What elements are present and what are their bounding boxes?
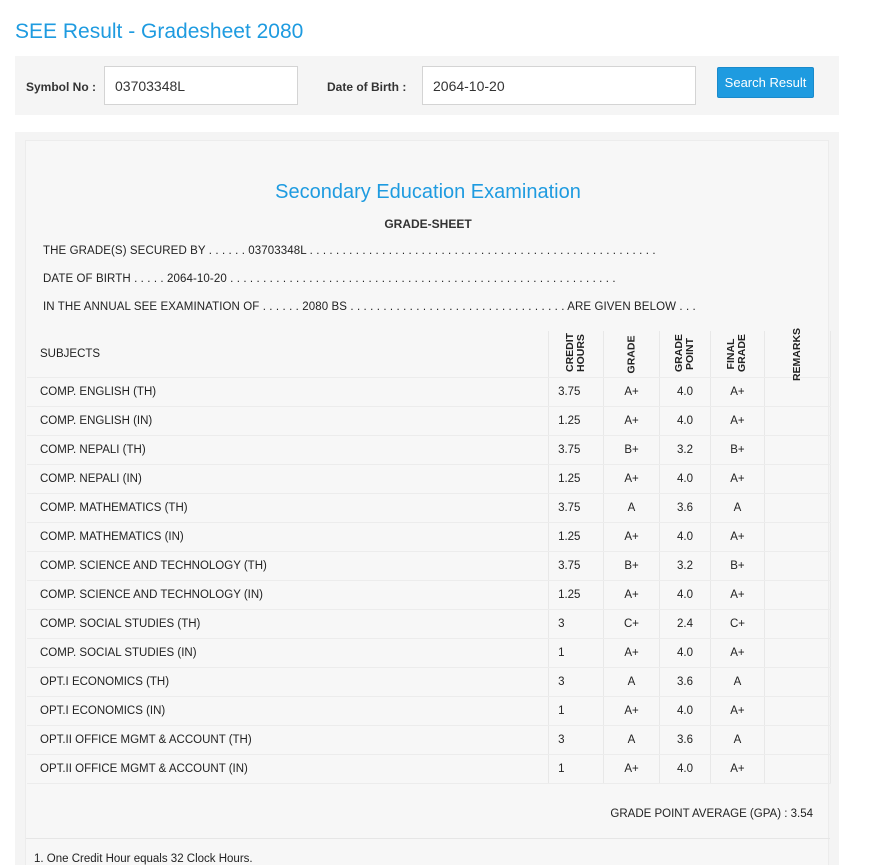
grade-point-cell: 4.0 <box>660 406 711 435</box>
credit-hours-cell: 1.25 <box>549 522 604 551</box>
grade-cell: A <box>604 725 660 754</box>
subject-cell: COMP. NEPALI (IN) <box>27 464 549 493</box>
header-grade-point: GRADE POINT <box>660 331 711 377</box>
final-grade-cell: A+ <box>710 406 764 435</box>
final-grade-cell: A+ <box>710 638 764 667</box>
grades-table <box>27 327 831 784</box>
table-row <box>27 493 831 522</box>
table-row <box>27 580 831 609</box>
subject-cell: COMP. SCIENCE AND TECHNOLOGY (IN) <box>27 580 549 609</box>
grade-cell: C+ <box>604 609 660 638</box>
credit-hours-cell: 1 <box>549 638 604 667</box>
final-grade-cell: A <box>710 493 764 522</box>
credit-hours-cell: 3 <box>549 609 604 638</box>
grade-point-cell: 3.6 <box>660 725 711 754</box>
credit-hours-cell: 3.75 <box>549 551 604 580</box>
result-panel <box>15 132 839 865</box>
table-row <box>27 435 831 464</box>
grade-point-cell: 4.0 <box>660 638 711 667</box>
remarks-cell <box>764 522 830 551</box>
grade-cell: B+ <box>604 551 660 580</box>
grade-cell: B+ <box>604 435 660 464</box>
grade-cell: A+ <box>604 580 660 609</box>
credit-hours-cell: 1.25 <box>549 406 604 435</box>
grade-cell: A <box>604 667 660 696</box>
grade-point-cell: 4.0 <box>660 522 711 551</box>
grade-point-cell: 4.0 <box>660 696 711 725</box>
table-row <box>27 464 831 493</box>
table-row <box>27 696 831 725</box>
final-grade-cell: A+ <box>710 580 764 609</box>
final-grade-cell: A <box>710 667 764 696</box>
header-subjects: SUBJECTS <box>27 331 549 377</box>
header-grade: GRADE <box>604 331 660 377</box>
subject-cell: OPT.I ECONOMICS (IN) <box>27 696 549 725</box>
subject-cell: OPT.II OFFICE MGMT & ACCOUNT (TH) <box>27 725 549 754</box>
grade-point-cell: 2.4 <box>660 609 711 638</box>
final-grade-cell: A+ <box>710 754 764 783</box>
table-row <box>27 725 831 754</box>
remarks-cell <box>764 435 830 464</box>
final-grade-cell: A+ <box>710 696 764 725</box>
grade-cell: A+ <box>604 696 660 725</box>
grade-cell: A+ <box>604 754 660 783</box>
grade-point-cell: 3.6 <box>660 667 711 696</box>
grade-cell: A <box>604 493 660 522</box>
grade-cell: A+ <box>604 406 660 435</box>
grade-cell: A+ <box>604 638 660 667</box>
final-grade-cell: A+ <box>710 377 764 406</box>
remarks-cell <box>764 754 830 783</box>
final-grade-cell: B+ <box>710 435 764 464</box>
subject-cell: COMP. MATHEMATICS (TH) <box>27 493 549 522</box>
dob-line: DATE OF BIRTH . . . . . 2064-10-20 . . . . . . . . . . . . . . . . . . . . . . . . . . . . . . . . . . . . . . . . . . . . . . . . . . . . . . . . . . . <box>43 273 616 285</box>
subject-cell: COMP. ENGLISH (TH) <box>27 377 549 406</box>
header-credit-hours: CREDIT HOURS <box>549 331 604 377</box>
remarks-cell <box>764 609 830 638</box>
credit-hours-cell: 1 <box>549 696 604 725</box>
credit-hours-cell: 3 <box>549 667 604 696</box>
exam-title: Secondary Education Examination <box>275 181 581 203</box>
grade-point-cell: 3.6 <box>660 493 711 522</box>
dob-label: Date of Birth : <box>327 80 407 94</box>
subject-cell: COMP. SOCIAL STUDIES (TH) <box>27 609 549 638</box>
remarks-cell <box>764 551 830 580</box>
grade-point-cell: 3.2 <box>660 551 711 580</box>
table-row <box>27 406 831 435</box>
final-grade-cell: A+ <box>710 522 764 551</box>
remarks-cell <box>764 667 830 696</box>
remarks-cell <box>764 638 830 667</box>
table-header-row <box>27 331 831 377</box>
gpa-summary: GRADE POINT AVERAGE (GPA) : 3.54 <box>610 808 813 820</box>
remarks-cell <box>764 464 830 493</box>
final-grade-cell: A+ <box>710 464 764 493</box>
final-grade-cell: C+ <box>710 609 764 638</box>
search-panel <box>15 56 839 115</box>
grade-cell: A+ <box>604 522 660 551</box>
divider <box>26 838 830 839</box>
subject-cell: OPT.II OFFICE MGMT & ACCOUNT (IN) <box>27 754 549 783</box>
grade-point-cell: 4.0 <box>660 580 711 609</box>
remarks-cell <box>764 377 830 406</box>
remarks-cell <box>764 493 830 522</box>
table-row <box>27 377 831 406</box>
subject-cell: COMP. SCIENCE AND TECHNOLOGY (TH) <box>27 551 549 580</box>
remarks-cell <box>764 696 830 725</box>
grade-point-cell: 4.0 <box>660 464 711 493</box>
remarks-cell <box>764 725 830 754</box>
final-grade-cell: A <box>710 725 764 754</box>
credit-note: 1. One Credit Hour equals 32 Clock Hours. <box>34 853 253 865</box>
grade-cell: A+ <box>604 464 660 493</box>
header-remarks: REMARKS <box>764 331 830 377</box>
subject-cell: COMP. NEPALI (TH) <box>27 435 549 464</box>
grade-cell: A+ <box>604 377 660 406</box>
search-result-button[interactable]: Search Result <box>717 67 814 98</box>
sheet-title: GRADE-SHEET <box>384 217 472 231</box>
subject-cell: OPT.I ECONOMICS (TH) <box>27 667 549 696</box>
credit-hours-cell: 1 <box>549 754 604 783</box>
symbol-input[interactable] <box>104 66 298 105</box>
remarks-cell <box>764 406 830 435</box>
credit-hours-cell: 3.75 <box>549 493 604 522</box>
table-row <box>27 551 831 580</box>
header-final-grade: FINAL GRADE <box>710 331 764 377</box>
subject-cell: COMP. MATHEMATICS (IN) <box>27 522 549 551</box>
grade-point-cell: 4.0 <box>660 377 711 406</box>
table-row <box>27 667 831 696</box>
table-row <box>27 754 831 783</box>
credit-hours-cell: 3.75 <box>549 435 604 464</box>
page-title: SEE Result - Gradesheet 2080 <box>15 20 304 43</box>
dob-input[interactable] <box>422 66 696 105</box>
table-row <box>27 638 831 667</box>
grade-point-cell: 3.2 <box>660 435 711 464</box>
table-row <box>27 609 831 638</box>
credit-hours-cell: 1.25 <box>549 464 604 493</box>
symbol-label: Symbol No : <box>26 80 97 94</box>
table-row <box>27 522 831 551</box>
credit-hours-cell: 1.25 <box>549 580 604 609</box>
subject-cell: COMP. ENGLISH (IN) <box>27 406 549 435</box>
subject-cell: COMP. SOCIAL STUDIES (IN) <box>27 638 549 667</box>
final-grade-cell: B+ <box>710 551 764 580</box>
exam-line: IN THE ANNUAL SEE EXAMINATION OF . . . . . . 2080 BS . . . . . . . . . . . . . . . . . . . . . . . . . . . . . . . . . ARE GIVEN BELOW . . . <box>43 301 696 313</box>
credit-hours-cell: 3.75 <box>549 377 604 406</box>
credit-hours-cell: 3 <box>549 725 604 754</box>
secured-by-line: THE GRADE(S) SECURED BY . . . . . . 03703348L . . . . . . . . . . . . . . . . . . . . . . . . . . . . . . . . . . . . . . . . . . . . . . . . . . . . . <box>43 245 656 257</box>
remarks-cell <box>764 580 830 609</box>
grade-point-cell: 4.0 <box>660 754 711 783</box>
gradesheet <box>25 140 829 865</box>
